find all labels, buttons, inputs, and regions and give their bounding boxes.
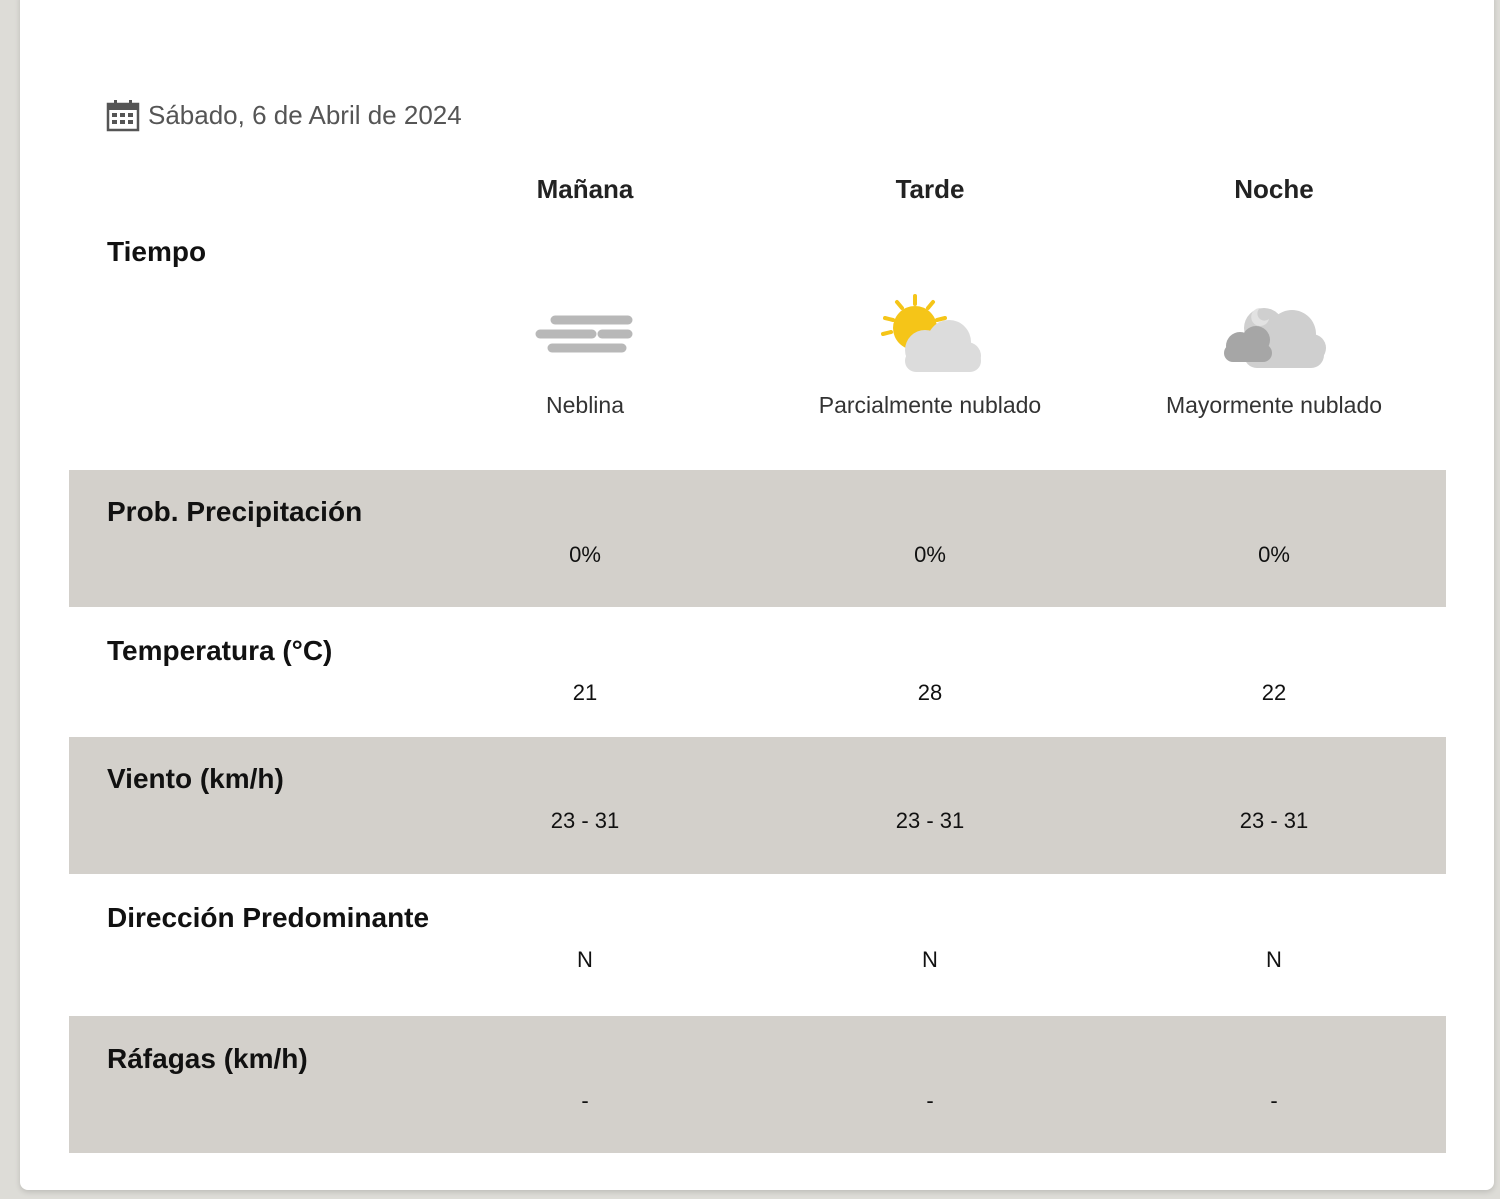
direction-label: Dirección Predominante xyxy=(107,902,430,933)
direction-manana: N xyxy=(577,947,593,972)
desc-noche: Mayormente nublado xyxy=(1165,392,1383,418)
precip-noche: 0% xyxy=(1258,542,1290,567)
partly-cloudy-day-icon xyxy=(875,290,985,380)
row-precipitation xyxy=(69,470,1446,607)
wind-label: Viento (km/h) xyxy=(107,763,284,794)
header-tarde: Tarde xyxy=(895,174,965,204)
gusts-manana: - xyxy=(581,1088,589,1113)
precip-manana: 0% xyxy=(569,542,601,567)
gusts-noche: - xyxy=(1270,1088,1278,1113)
row-gusts xyxy=(69,1016,1446,1153)
header-manana: Mañana xyxy=(536,174,634,204)
desc-tarde: Parcialmente nublado xyxy=(818,392,1042,418)
temp-noche: 22 xyxy=(1261,680,1287,705)
precipitation-label: Prob. Precipitación xyxy=(107,496,363,527)
precip-tarde: 0% xyxy=(914,542,946,567)
direction-noche: N xyxy=(1266,947,1282,972)
temperature-label: Temperatura (°C) xyxy=(107,635,333,666)
wind-noche: 23 - 31 xyxy=(1239,808,1309,833)
mostly-cloudy-night-icon xyxy=(1220,290,1330,380)
date-row xyxy=(106,98,462,132)
desc-manana: Neblina xyxy=(546,392,624,418)
row-wind xyxy=(69,737,1446,874)
date-text: Sábado, 6 de Abril de 2024 xyxy=(148,99,462,130)
wind-tarde: 23 - 31 xyxy=(895,808,965,833)
temp-manana: 21 xyxy=(572,680,598,705)
direction-tarde: N xyxy=(922,947,938,972)
gusts-tarde: - xyxy=(926,1088,934,1113)
forecast-card xyxy=(20,0,1494,1190)
header-noche: Noche xyxy=(1234,174,1314,204)
calendar-icon xyxy=(106,98,140,132)
fog-icon xyxy=(530,290,640,380)
temp-tarde: 28 xyxy=(917,680,943,705)
wind-manana: 23 - 31 xyxy=(550,808,620,833)
tiempo-label: Tiempo xyxy=(107,236,207,267)
gusts-label: Ráfagas (km/h) xyxy=(107,1043,308,1074)
